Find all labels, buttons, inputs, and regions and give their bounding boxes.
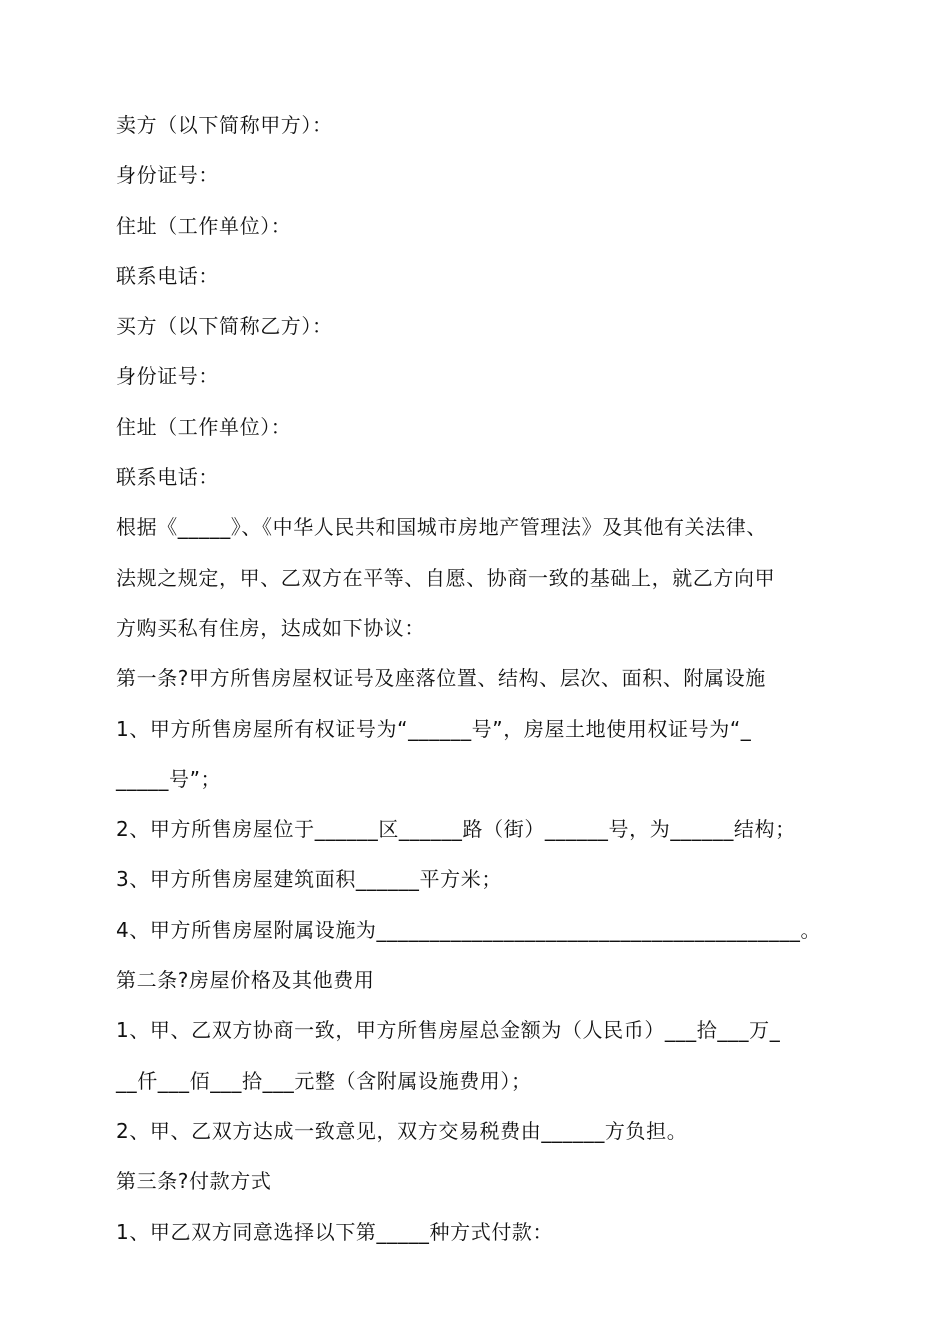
article-1-clause-1: 1、甲方所售房屋所有权证号为“______号”，房屋土地使用权证号为“_ <box>116 716 752 741</box>
article-1-clause-1-cont: _____号”； <box>116 766 222 791</box>
article-2-clause-1-cont: __仟___佰___拾___元整（含附属设施费用）； <box>116 1068 532 1093</box>
article-2-clause-2: 2、甲、乙双方达成一致意见，双方交易税费由______方负担。 <box>116 1118 688 1143</box>
article-1-clause-2: 2、甲方所售房屋位于______区______路（街）______号，为______结构； <box>116 817 796 842</box>
buyer-address-label: 住址（工作单位）： <box>116 414 292 439</box>
preamble-line-1: 根据《_____》、《中华人民共和国城市房地产管理法》及其他有关法律、 <box>116 515 767 540</box>
preamble-line-2: 法规之规定，甲、乙双方在平等、自愿、协商一致的基础上，就乙方向甲 <box>116 565 776 590</box>
buyer-label: 买方（以下简称乙方）： <box>116 314 333 339</box>
contract-body <box>116 100 876 1257</box>
buyer-id-number-label: 身份证号： <box>116 364 219 389</box>
article-3-clause-1: 1、甲乙双方同意选择以下第_____种方式付款： <box>116 1219 554 1244</box>
seller-address-label: 住址（工作单位）： <box>116 213 292 238</box>
seller-label: 卖方（以下简称甲方）： <box>116 113 333 137</box>
article-1-heading: 第一条?甲方所售房屋权证号及座落位置、结构、层次、面积、附属设施 <box>116 666 766 691</box>
article-3-heading: 第三条?付款方式 <box>116 1169 272 1194</box>
article-2-clause-1: 1、甲、乙双方协商一致，甲方所售房屋总金额为（人民币）___拾___万_ <box>116 1018 781 1043</box>
article-1-clause-3: 3、甲方所售房屋建筑面积______平方米； <box>116 867 502 892</box>
preamble-line-3: 方购买私有住房，达成如下协议： <box>116 615 425 640</box>
article-2-heading: 第二条?房屋价格及其他费用 <box>116 968 375 993</box>
seller-id-number-label: 身份证号： <box>116 163 219 188</box>
article-1-clause-4: 4、甲方所售房屋附属设施为________________________________________。 <box>116 917 822 942</box>
seller-phone-label: 联系电话： <box>116 263 219 288</box>
buyer-phone-label: 联系电话： <box>116 465 219 490</box>
